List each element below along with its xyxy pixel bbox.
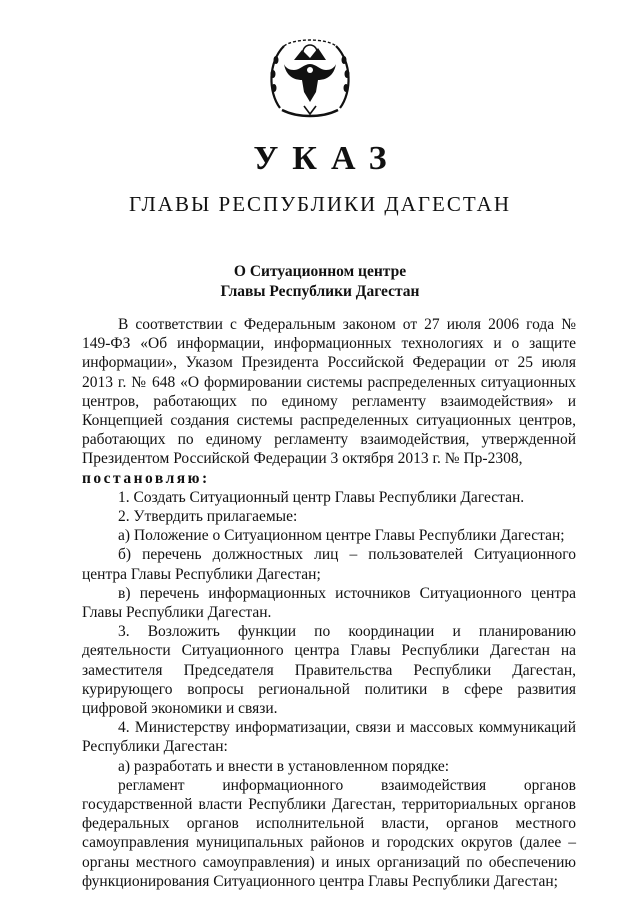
decree-body	[82, 315, 576, 891]
item-2a: а) Положение о Ситуационном центре Главы Республики Дагестан;	[118, 527, 565, 545]
item-4: 4. Министерству информатизации, связи и массовых коммуникаций Республики Дагестан:	[82, 719, 576, 756]
subject-line-1: О Ситуационном центре	[233, 263, 407, 280]
subject-line-2: Главы Республики Дагестан	[220, 283, 420, 300]
decree-subject	[0, 262, 640, 302]
item-3: 3. Возложить функции по координации и планированию деятельности Ситуационного центра Главы Республики Дагестан на заместителя Председателя Правительства Республики Дагестан, курирующего вопросы региональной политики в сфере развития цифровой экономики и связи.	[82, 623, 576, 718]
item-1: 1. Создать Ситуационный центр Главы Республики Дагестан.	[118, 488, 525, 506]
decree-word	[82, 469, 576, 488]
preamble-paragraph: В соответствии с Федеральным законом от 27 июля 2006 года № 149-ФЗ «Об информации, информационных технологиях и о защите информации», Указом Президента Российской Федерации от 25 июля 2013 г. № 648 «О формировании системы распределенных ситуационных центров, работающих по единому регламенту взаимодействия» и Концепцией создания системы распределенных ситуационных центров, работающих по единому регламенту взаимодействия, утвержденной Президентом Российской Федерации 3 октября 2013 г. № Пр-2308,	[82, 316, 576, 468]
item-2c: в) перечень информационных источников Ситуационного центра Главы Республики Дагестан.	[82, 584, 576, 622]
coat-of-arms-icon	[264, 30, 356, 122]
item-2: 2. Утвердить прилагаемые:	[118, 508, 298, 526]
item-2b: б) перечень должностных лиц – пользователей Ситуационного центра Главы Республики Дагестан;	[82, 546, 576, 583]
decree-issuer: ГЛАВЫ РЕСПУБЛИКИ ДАГЕСТАН	[128, 192, 512, 216]
decree-word-text: постановляю:	[82, 469, 210, 487]
item-4a: а) разработать и внести в установленном порядке:	[118, 757, 450, 775]
item-4a-regulation: регламент информационного взаимодействия органов государственной власти Республики Дагестан, территориальных органов федеральных органов исполнительной власти, органов местного самоуправления муниципальных районов и городских округов (далее – органы местного самоуправления) и иных организаций по обеспечению функционирования Ситуационного центра Главы Республики Дагестан;	[82, 776, 576, 890]
decree-title: УКАЗ	[253, 140, 401, 177]
